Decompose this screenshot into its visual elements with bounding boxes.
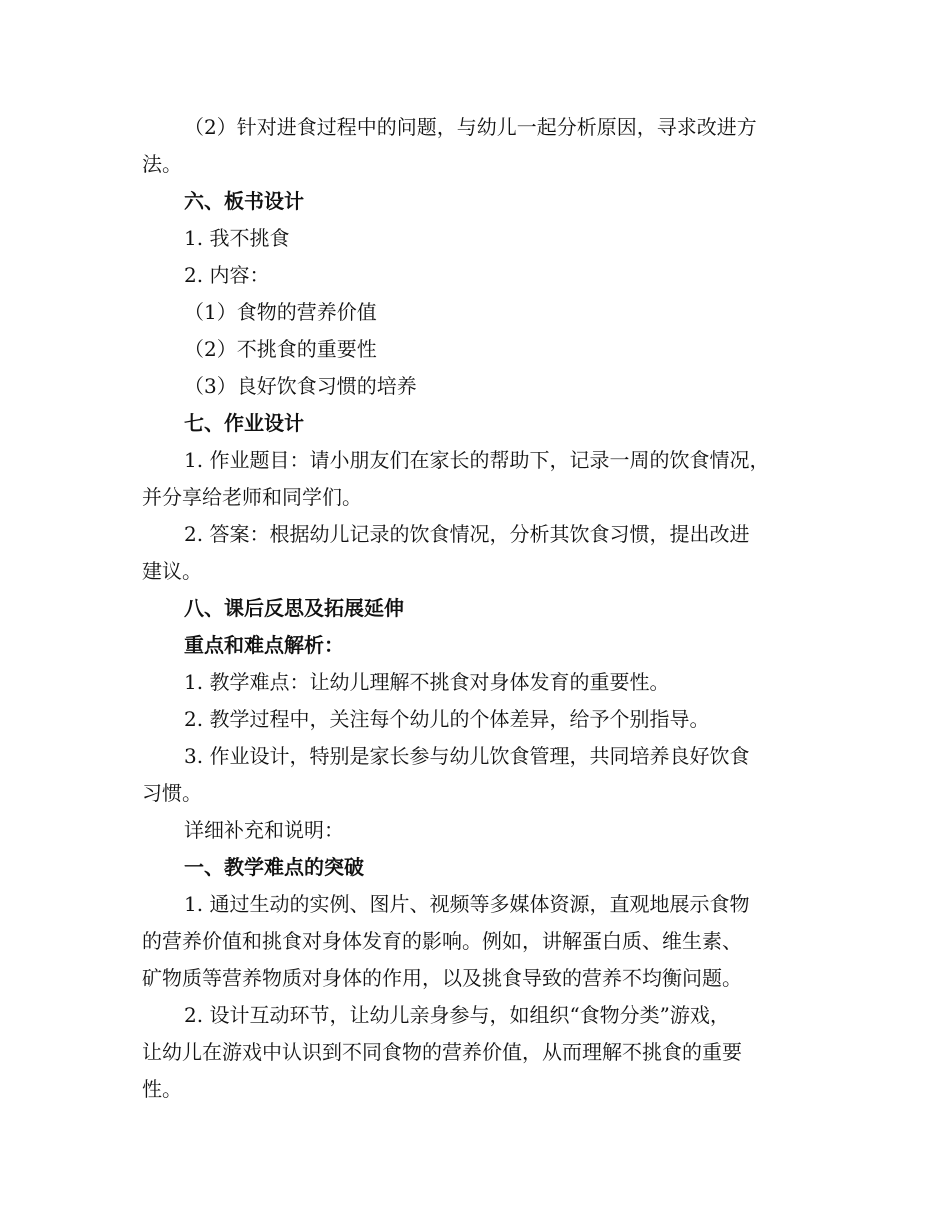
text-line: （2）针对进食过程中的问题，与幼儿一起分析原因，寻求改进方 xyxy=(184,115,757,139)
text-line: 并分享给老师和同学们。 xyxy=(142,485,362,509)
text-line: 2. 答案：根据幼儿记录的饮食情况，分析其饮食习惯，提出改进 xyxy=(184,522,750,546)
section-heading: 六、板书设计 xyxy=(184,189,304,213)
text-line: 法。 xyxy=(142,152,182,176)
text-line: 2. 设计互动环节，让幼儿亲身参与，如组织“食物分类”游戏， xyxy=(184,1003,730,1027)
text-line: 性。 xyxy=(142,1077,182,1101)
text-line: 矿物质等营养物质对身体的作用，以及挑食导致的营养不均衡问题。 xyxy=(142,966,742,990)
text-line: 1. 我不挑食 xyxy=(184,226,290,250)
document-body xyxy=(142,109,808,1108)
section-heading: 重点和难点解析： xyxy=(184,633,344,657)
text-line: 2. 教学过程中，关注每个幼儿的个体差异，给予个别指导。 xyxy=(184,707,710,731)
section-heading: 一、教学难点的突破 xyxy=(184,855,364,879)
text-line: （2）不挑食的重要性 xyxy=(184,337,377,361)
text-line: 让幼儿在游戏中认识到不同食物的营养价值，从而理解不挑食的重要 xyxy=(142,1040,742,1064)
text-line: 1. 作业题目：请小朋友们在家长的帮助下，记录一周的饮食情况， xyxy=(184,448,770,472)
text-line: 2. 内容： xyxy=(184,263,270,287)
text-line: 详细补充和说明： xyxy=(184,818,344,842)
text-line: （1）食物的营养价值 xyxy=(184,300,377,324)
text-line: 建议。 xyxy=(142,559,202,583)
text-line: 习惯。 xyxy=(142,781,202,805)
section-heading: 八、课后反思及拓展延伸 xyxy=(184,596,404,620)
section-heading: 七、作业设计 xyxy=(184,411,304,435)
text-line: 1. 教学难点：让幼儿理解不挑食对身体发育的重要性。 xyxy=(184,670,670,694)
text-line: 3. 作业设计，特别是家长参与幼儿饮食管理，共同培养良好饮食 xyxy=(184,744,750,768)
text-line: 的营养价值和挑食对身体发育的影响。例如，讲解蛋白质、维生素、 xyxy=(142,929,742,953)
text-line: 1. 通过生动的实例、图片、视频等多媒体资源，直观地展示食物 xyxy=(184,892,750,916)
text-line: （3）良好饮食习惯的培养 xyxy=(184,374,417,398)
